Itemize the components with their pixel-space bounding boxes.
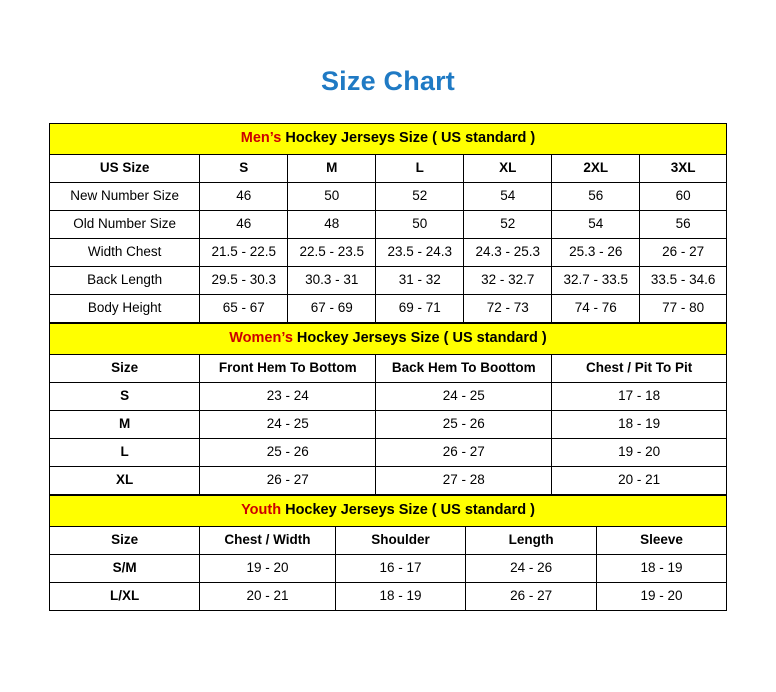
mens-row-4-val-5: 77 - 80: [640, 295, 727, 323]
youth-column-header-row: [50, 527, 727, 555]
mens-column-header-row: [50, 155, 727, 183]
womens-row-0-val-1: 24 - 25: [376, 383, 552, 411]
mens-col-5: 2XL: [552, 155, 640, 183]
mens-section-header: [50, 124, 727, 155]
mens-section-header-rest: Hockey Jerseys Size ( US standard ): [281, 130, 536, 147]
table-row: [50, 239, 727, 267]
womens-row-3-label: XL: [50, 467, 200, 495]
mens-row-4-val-1: 67 - 69: [288, 295, 376, 323]
mens-row-3-val-1: 30.3 - 31: [288, 267, 376, 295]
womens-column-header-row: [50, 355, 727, 383]
table-row: [50, 411, 727, 439]
womens-col-0: Size: [50, 355, 200, 383]
womens-row-1-val-0: 24 - 25: [200, 411, 376, 439]
mens-row-4-val-2: 69 - 71: [376, 295, 464, 323]
mens-row-4-val-3: 72 - 73: [464, 295, 552, 323]
youth-col-3: Length: [466, 527, 597, 555]
womens-section-header-row: [50, 324, 727, 355]
womens-section-header-accent: Women’s: [229, 330, 293, 347]
table-row: [50, 295, 727, 323]
youth-row-0-val-3: 18 - 19: [596, 555, 726, 583]
mens-row-0-val-5: 60: [640, 183, 727, 211]
womens-row-2-label: L: [50, 439, 200, 467]
mens-row-4-label: Body Height: [50, 295, 200, 323]
mens-row-3-label: Back Length: [50, 267, 200, 295]
mens-col-0: US Size: [50, 155, 200, 183]
mens-row-3-val-5: 33.5 - 34.6: [640, 267, 727, 295]
mens-row-1-val-2: 50: [376, 211, 464, 239]
mens-col-1: S: [200, 155, 288, 183]
mens-row-1-label: Old Number Size: [50, 211, 200, 239]
mens-row-1-val-1: 48: [288, 211, 376, 239]
womens-row-3-val-0: 26 - 27: [200, 467, 376, 495]
youth-section-header-row: [50, 496, 727, 527]
mens-row-2-val-0: 21.5 - 22.5: [200, 239, 288, 267]
youth-section-header-rest: Hockey Jerseys Size ( US standard ): [281, 502, 535, 519]
page-title: Size Chart: [320, 66, 456, 96]
youth-col-2: Shoulder: [335, 527, 466, 555]
table-row: [50, 439, 727, 467]
womens-row-0-val-2: 17 - 18: [552, 383, 727, 411]
womens-row-2-val-0: 25 - 26: [200, 439, 376, 467]
womens-section-header-rest: Hockey Jerseys Size ( US standard ): [292, 330, 547, 347]
mens-section-header-row: [50, 124, 727, 155]
womens-row-2-val-2: 19 - 20: [552, 439, 727, 467]
mens-row-3-val-2: 31 - 32: [376, 267, 464, 295]
mens-row-0-label: New Number Size: [50, 183, 200, 211]
table-row: [50, 383, 727, 411]
youth-row-1-label: L/XL: [50, 583, 200, 611]
youth-section-header-accent: Youth: [241, 502, 282, 519]
mens-row-1-val-0: 46: [200, 211, 288, 239]
mens-row-2-val-2: 23.5 - 24.3: [376, 239, 464, 267]
mens-row-0-val-4: 56: [552, 183, 640, 211]
mens-row-0-val-2: 52: [376, 183, 464, 211]
womens-section-header: [50, 324, 727, 355]
mens-row-4-val-4: 74 - 76: [552, 295, 640, 323]
youth-section-header: [50, 496, 727, 527]
youth-size-chart: [49, 495, 727, 611]
mens-row-2-val-3: 24.3 - 25.3: [464, 239, 552, 267]
womens-row-1-val-2: 18 - 19: [552, 411, 727, 439]
mens-row-1-val-5: 56: [640, 211, 727, 239]
youth-row-1-val-3: 19 - 20: [596, 583, 726, 611]
womens-size-chart: [49, 323, 727, 495]
mens-row-3-val-0: 29.5 - 30.3: [200, 267, 288, 295]
womens-col-3: Chest / Pit To Pit: [552, 355, 727, 383]
youth-row-1-val-2: 26 - 27: [466, 583, 597, 611]
womens-table: [49, 323, 727, 495]
mens-row-0-val-3: 54: [464, 183, 552, 211]
womens-row-2-val-1: 26 - 27: [376, 439, 552, 467]
womens-row-3-val-2: 20 - 21: [552, 467, 727, 495]
youth-col-4: Sleeve: [596, 527, 726, 555]
size-chart-tables: [49, 97, 727, 611]
youth-row-0-val-1: 16 - 17: [335, 555, 466, 583]
youth-row-0-val-0: 19 - 20: [200, 555, 335, 583]
womens-col-2: Back Hem To Boottom: [376, 355, 552, 383]
youth-row-0-label: S/M: [50, 555, 200, 583]
womens-row-1-val-1: 25 - 26: [376, 411, 552, 439]
mens-row-3-val-3: 32 - 32.7: [464, 267, 552, 295]
mens-col-4: XL: [464, 155, 552, 183]
womens-row-3-val-1: 27 - 28: [376, 467, 552, 495]
table-row: [50, 555, 727, 583]
mens-size-chart: [49, 123, 727, 323]
youth-table: [49, 495, 727, 611]
mens-row-2-val-4: 25.3 - 26: [552, 239, 640, 267]
youth-row-1-val-0: 20 - 21: [200, 583, 335, 611]
mens-col-6: 3XL: [640, 155, 727, 183]
youth-col-0: Size: [50, 527, 200, 555]
table-row: [50, 183, 727, 211]
mens-row-0-val-1: 50: [288, 183, 376, 211]
mens-row-4-val-0: 65 - 67: [200, 295, 288, 323]
mens-row-2-val-1: 22.5 - 23.5: [288, 239, 376, 267]
womens-row-0-val-0: 23 - 24: [200, 383, 376, 411]
youth-row-0-val-2: 24 - 26: [466, 555, 597, 583]
womens-col-1: Front Hem To Bottom: [200, 355, 376, 383]
mens-row-0-val-0: 46: [200, 183, 288, 211]
mens-row-1-val-3: 52: [464, 211, 552, 239]
mens-col-2: M: [288, 155, 376, 183]
mens-row-3-val-4: 32.7 - 33.5: [552, 267, 640, 295]
youth-row-1-val-1: 18 - 19: [335, 583, 466, 611]
youth-col-1: Chest / Width: [200, 527, 335, 555]
table-row: [50, 467, 727, 495]
mens-row-2-val-5: 26 - 27: [640, 239, 727, 267]
mens-row-1-val-4: 54: [552, 211, 640, 239]
table-row: [50, 267, 727, 295]
table-row: [50, 583, 727, 611]
table-row: [50, 211, 727, 239]
mens-col-3: L: [376, 155, 464, 183]
womens-row-0-label: S: [50, 383, 200, 411]
mens-row-2-label: Width Chest: [50, 239, 200, 267]
mens-table: [49, 123, 727, 323]
womens-row-1-label: M: [50, 411, 200, 439]
mens-section-header-accent: Men’s: [240, 130, 282, 147]
